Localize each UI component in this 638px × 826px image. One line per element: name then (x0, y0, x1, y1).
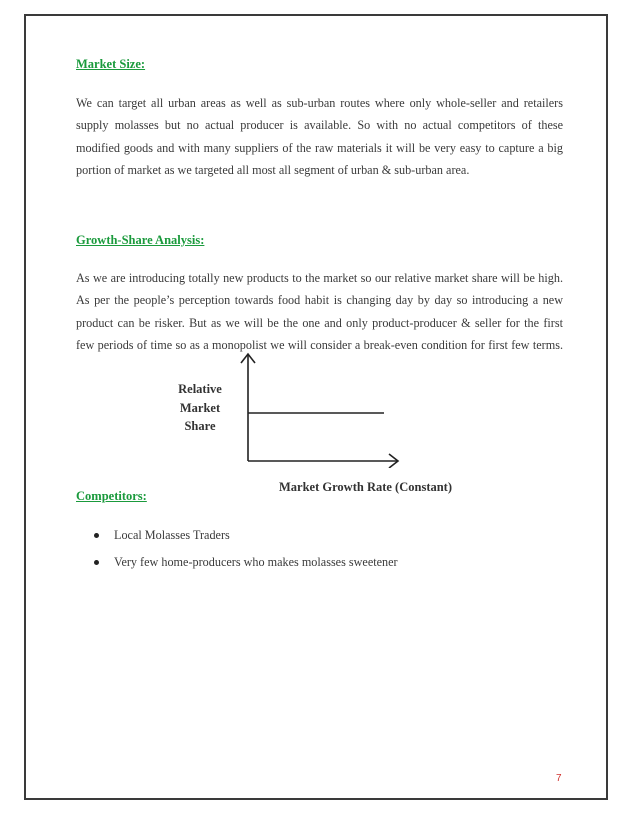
paragraph-line: As we are introducing totally new products to the market so our relative market share will be high. (76, 271, 563, 285)
bullet-icon (94, 560, 99, 565)
page-number: 7 (556, 773, 562, 784)
growth-share-heading: Growth-Share Analysis: (76, 233, 205, 247)
paragraph-line: product can be risker. But as we will be the one and only product-producer & seller for the first (76, 315, 563, 330)
paragraph-line: portion of market as we targeted all most all segment of urban & sub-urban area. (76, 162, 470, 177)
market-size-paragraph (76, 92, 563, 181)
paragraph-line: few periods of time so as a monopolist we will consider a break-even condition for first few terms. (76, 337, 563, 352)
list-item (94, 523, 398, 550)
paragraph-line: As per the people’s perception towards food habit is changing day by day so introducing a new (76, 293, 563, 308)
list-item-text: Local Molasses Traders (114, 528, 230, 542)
y-label-line: Share (184, 419, 216, 433)
diagram-x-label: Market Growth Rate (Constant) (279, 480, 453, 494)
list-item-text: Very few home-producers who makes molasses sweetener (114, 555, 398, 569)
paragraph-line: We can target all urban areas as well as sub-urban routes where only whole-seller and retailers (76, 96, 563, 110)
list-item (94, 550, 398, 577)
paragraph-line: modified goods and with many suppliers of the raw materials it will be very easy to capture a big (76, 140, 563, 155)
competitors-list (94, 523, 398, 577)
paragraph-line: supply molasses but no actual producer is available. So with no actual competitors of these (76, 118, 563, 133)
y-label-line: Market (179, 400, 221, 415)
market-size-heading: Market Size: (76, 57, 146, 71)
growth-share-diagram (238, 350, 408, 468)
bullet-icon (94, 533, 99, 538)
growth-share-paragraph (76, 267, 563, 356)
diagram-y-label (170, 380, 230, 436)
y-label-line: Relative (178, 382, 222, 396)
competitors-heading: Competitors: (76, 489, 147, 503)
